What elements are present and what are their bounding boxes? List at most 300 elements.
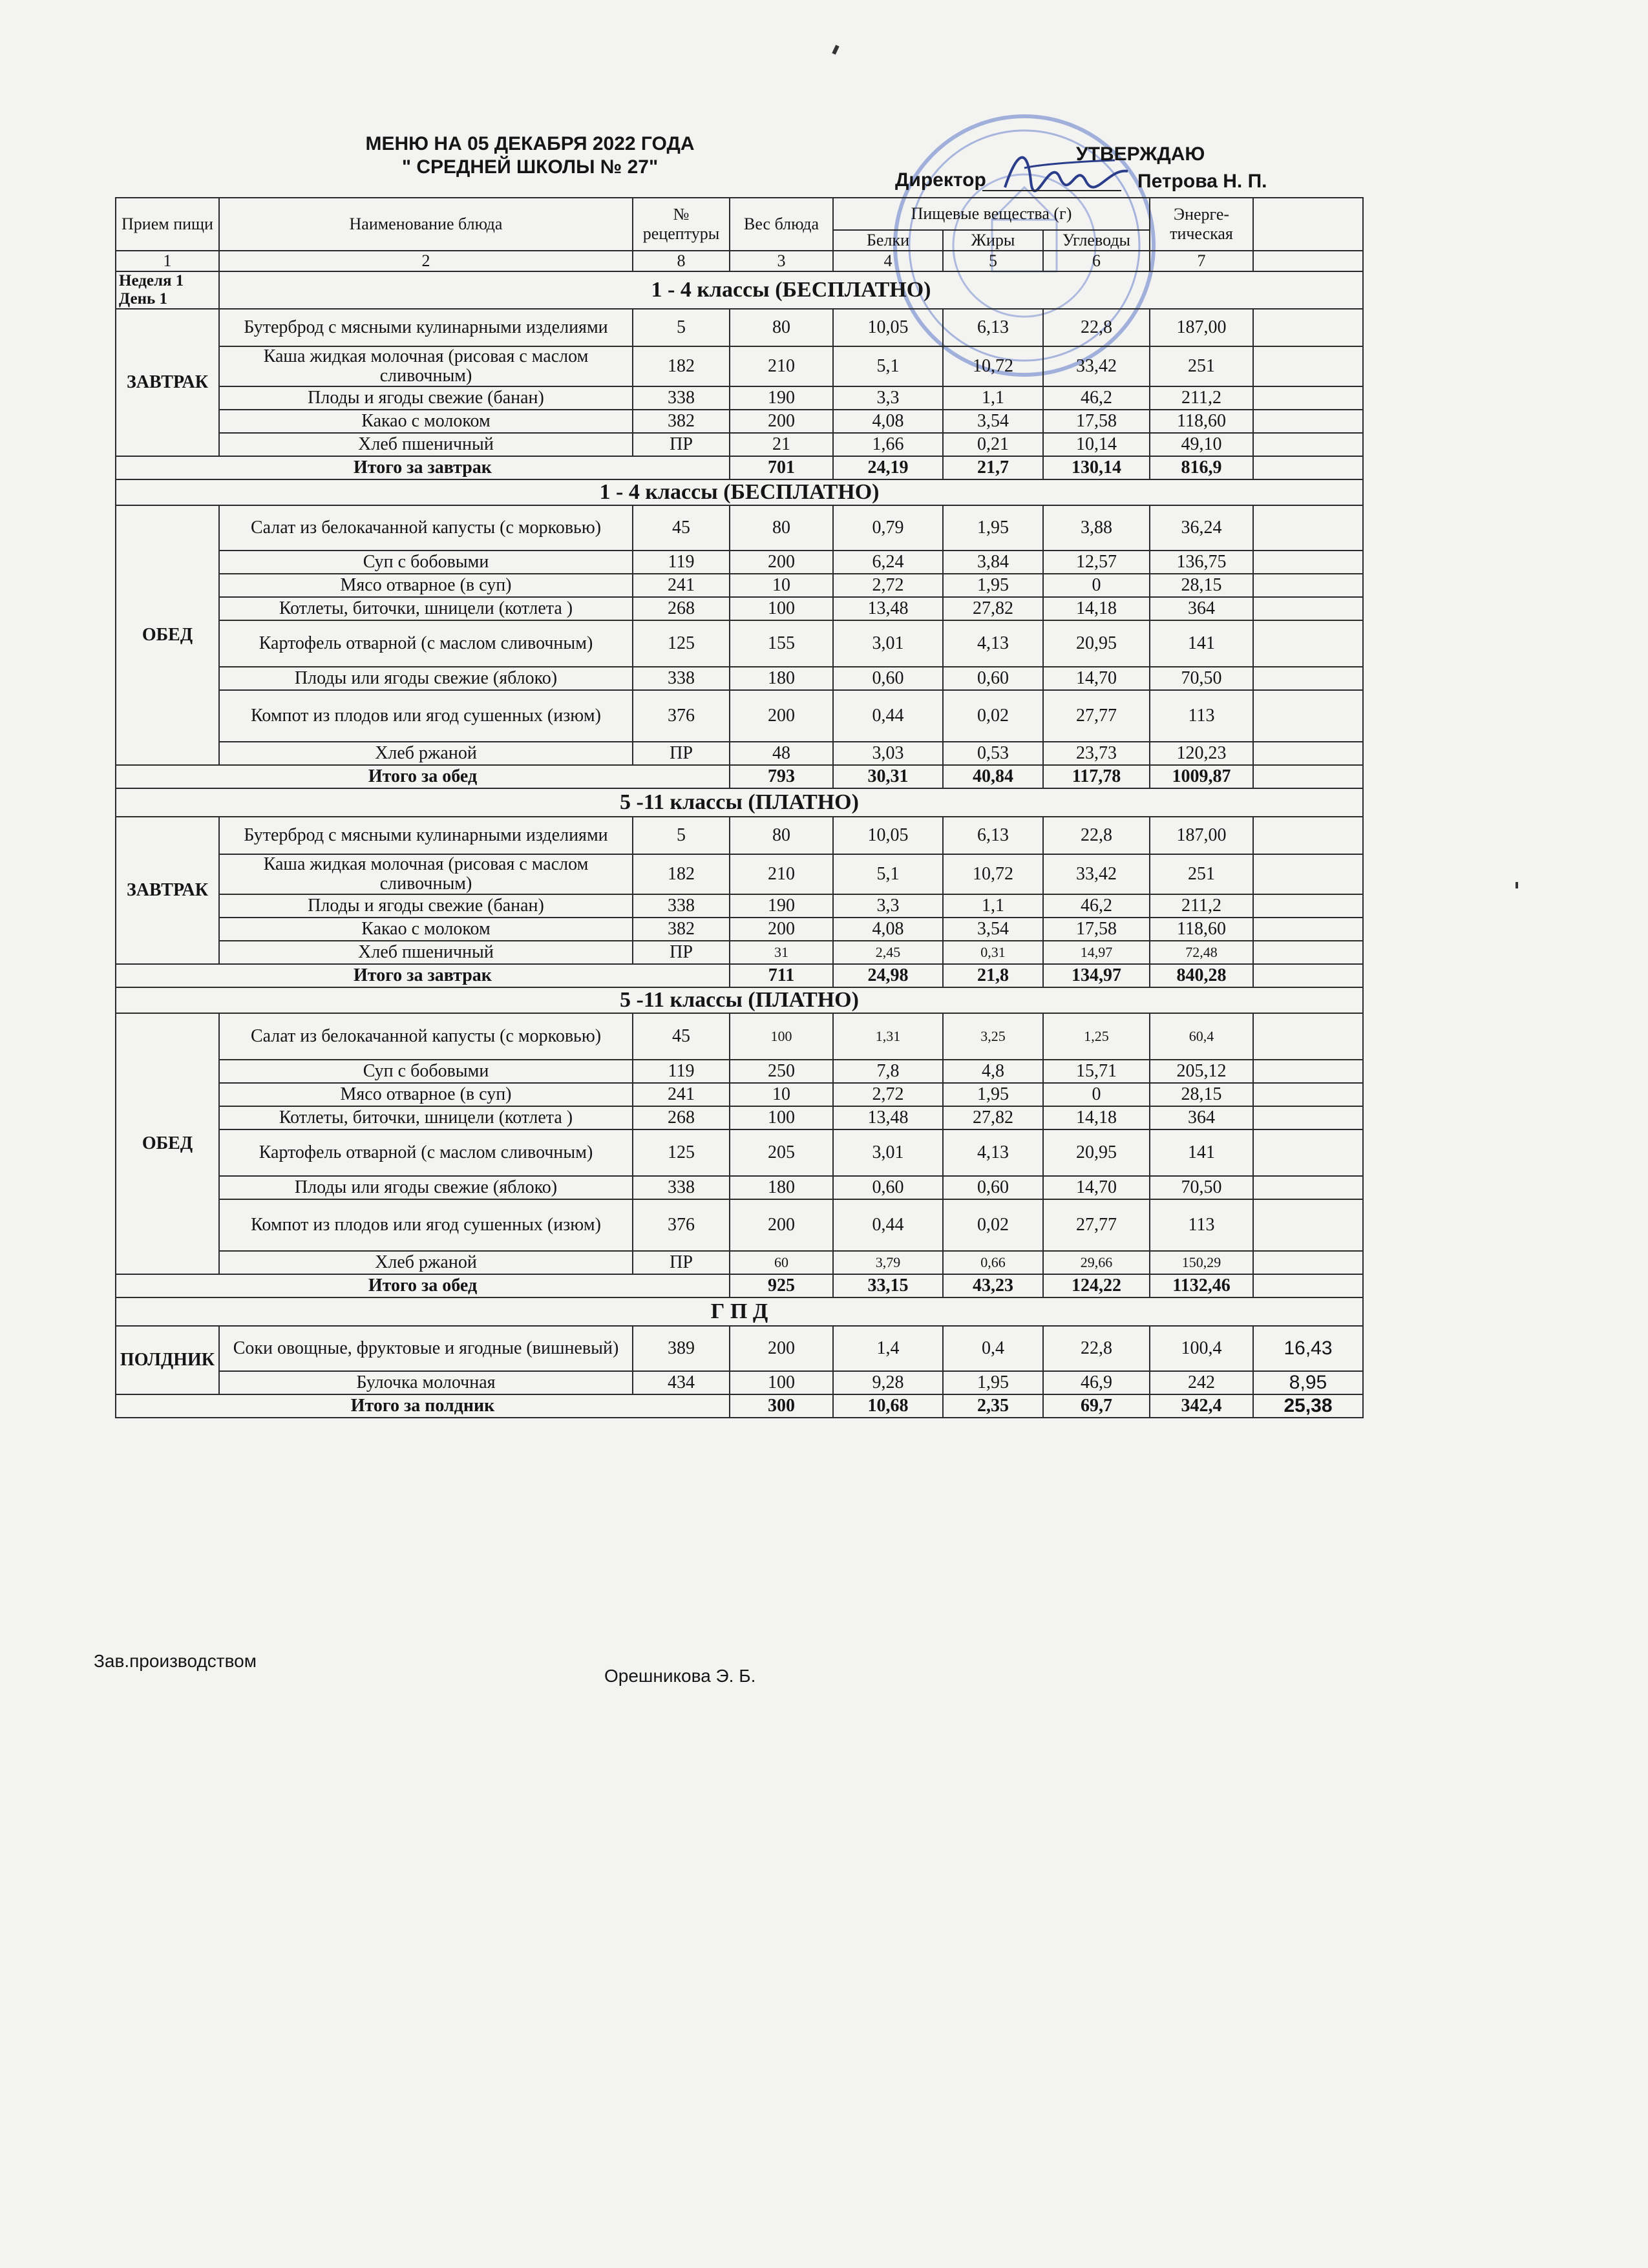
- section-header-row: [116, 271, 1363, 309]
- section-header-row: [116, 788, 1363, 817]
- fats-value: 0,60: [943, 1176, 1043, 1199]
- dish-name: Котлеты, биточки, шницели (котлета ): [219, 597, 633, 620]
- total-row: [116, 964, 1363, 987]
- total-weight: 701: [730, 456, 833, 479]
- carbs-value: 46,2: [1043, 386, 1150, 410]
- director-label: Директор: [895, 169, 986, 191]
- fats-value: 0,21: [943, 433, 1043, 456]
- total-label: Итого за обед: [116, 765, 730, 788]
- energy-value: 364: [1150, 597, 1253, 620]
- carbs-value: 23,73: [1043, 742, 1150, 765]
- table-row: [116, 1199, 1363, 1251]
- carbs-value: 27,77: [1043, 1199, 1150, 1251]
- recipe-number: 45: [633, 1013, 730, 1060]
- recipe-number: 338: [633, 1176, 730, 1199]
- week-label: Неделя 1: [119, 272, 184, 289]
- table-row: [116, 346, 1363, 386]
- proteins-value: 2,45: [833, 941, 943, 964]
- recipe-number: 382: [633, 918, 730, 941]
- dish-name: Какао с молоком: [219, 918, 633, 941]
- table-row: [116, 620, 1363, 667]
- total-energy: 816,9: [1150, 456, 1253, 479]
- total-label: Итого за обед: [116, 1274, 730, 1297]
- total-label: Итого за завтрак: [116, 964, 730, 987]
- menu-title: [271, 132, 788, 179]
- dish-name: Плоды и ягоды свежие (банан): [219, 894, 633, 918]
- meal-label: ОБЕД: [116, 505, 219, 765]
- energy-value: 150,29: [1150, 1251, 1253, 1274]
- proteins-value: 0,60: [833, 667, 943, 690]
- fats-value: 1,1: [943, 386, 1043, 410]
- dish-weight: 100: [730, 597, 833, 620]
- carbs-value: 20,95: [1043, 620, 1150, 667]
- total-carbs: 130,14: [1043, 456, 1150, 479]
- empty-cell: [1253, 386, 1363, 410]
- col-proteins-header: Белки: [833, 230, 943, 251]
- carbs-value: 0: [1043, 1083, 1150, 1106]
- energy-value: 141: [1150, 1129, 1253, 1176]
- empty-cell: [1253, 456, 1363, 479]
- fats-value: 0,60: [943, 667, 1043, 690]
- carbs-value: 20,95: [1043, 1129, 1150, 1176]
- menu-table: [115, 197, 1364, 1418]
- table-row: [116, 1083, 1363, 1106]
- table-row: [116, 386, 1363, 410]
- table-row: [116, 433, 1363, 456]
- total-label: Итого за полдник: [116, 1394, 730, 1418]
- table-row: [116, 690, 1363, 742]
- recipe-number: 119: [633, 551, 730, 574]
- fats-value: 3,25: [943, 1013, 1043, 1060]
- meal-label: ЗАВТРАК: [116, 309, 219, 456]
- proteins-value: 3,3: [833, 894, 943, 918]
- total-proteins: 24,98: [833, 964, 943, 987]
- proteins-value: 3,3: [833, 386, 943, 410]
- col-number: 7: [1150, 251, 1253, 271]
- proteins-value: 0,79: [833, 505, 943, 551]
- proteins-value: 1,31: [833, 1013, 943, 1060]
- dish-weight: 48: [730, 742, 833, 765]
- total-fats: 40,84: [943, 765, 1043, 788]
- energy-value: 28,15: [1150, 1083, 1253, 1106]
- energy-value: 60,4: [1150, 1013, 1253, 1060]
- energy-value: 118,60: [1150, 918, 1253, 941]
- table-row: [116, 574, 1363, 597]
- col-number: 3: [730, 251, 833, 271]
- col-number: 8: [633, 251, 730, 271]
- section-header-row: [116, 987, 1363, 1013]
- empty-cell: [1253, 690, 1363, 742]
- dish-name: Бутерброд с мясными кулинарными изделиями: [219, 817, 633, 854]
- proteins-value: 9,28: [833, 1371, 943, 1394]
- empty-cell: [1253, 894, 1363, 918]
- dish-weight: 200: [730, 918, 833, 941]
- carbs-value: 33,42: [1043, 854, 1150, 894]
- proteins-value: 0,44: [833, 1199, 943, 1251]
- carbs-value: 14,18: [1043, 597, 1150, 620]
- dish-weight: 80: [730, 817, 833, 854]
- energy-value: 113: [1150, 690, 1253, 742]
- fats-value: 0,31: [943, 941, 1043, 964]
- carbs-value: 3,88: [1043, 505, 1150, 551]
- dish-weight: 210: [730, 346, 833, 386]
- dish-weight: 200: [730, 410, 833, 433]
- manager-name: Орешникова Э. Б.: [604, 1666, 756, 1686]
- proteins-value: 10,05: [833, 817, 943, 854]
- fats-value: 0,4: [943, 1326, 1043, 1371]
- dish-name: Плоды или ягоды свежие (яблоко): [219, 1176, 633, 1199]
- proteins-value: 2,72: [833, 1083, 943, 1106]
- energy-value: 113: [1150, 1199, 1253, 1251]
- recipe-number: 241: [633, 1083, 730, 1106]
- dish-weight: 155: [730, 620, 833, 667]
- empty-cell: [1253, 1106, 1363, 1129]
- dish-weight: 31: [730, 941, 833, 964]
- director-name: Петрова Н. П.: [1137, 171, 1267, 192]
- table-row: [116, 551, 1363, 574]
- section-title: 5 -11 классы (ПЛАТНО): [116, 788, 1363, 817]
- dish-name: Соки овощные, фруктовые и ягодные (вишневый): [219, 1326, 633, 1371]
- dish-weight: 80: [730, 309, 833, 346]
- table-row: [116, 309, 1363, 346]
- dish-weight: 250: [730, 1060, 833, 1083]
- total-weight: 300: [730, 1394, 833, 1418]
- recipe-number: 382: [633, 410, 730, 433]
- col-extra-header: [1253, 198, 1363, 251]
- empty-cell: [1253, 918, 1363, 941]
- section-title: 1 - 4 классы (БЕСПЛАТНО): [116, 479, 1363, 505]
- total-fats: 2,35: [943, 1394, 1043, 1418]
- col-number: 1: [116, 251, 219, 271]
- dish-name: Какао с молоком: [219, 410, 633, 433]
- dish-name: Булочка молочная: [219, 1371, 633, 1394]
- dish-weight: 180: [730, 1176, 833, 1199]
- dish-weight: 190: [730, 894, 833, 918]
- day-label: День 1: [119, 290, 167, 308]
- extra-value: 16,43: [1253, 1326, 1363, 1371]
- scan-speck: [1516, 882, 1518, 888]
- empty-cell: [1253, 433, 1363, 456]
- energy-value: 364: [1150, 1106, 1253, 1129]
- proteins-value: 1,66: [833, 433, 943, 456]
- recipe-number: 376: [633, 1199, 730, 1251]
- energy-value: 187,00: [1150, 817, 1253, 854]
- dish-name: Хлеб ржаной: [219, 742, 633, 765]
- recipe-number: 119: [633, 1060, 730, 1083]
- empty-cell: [1253, 817, 1363, 854]
- table-row: [116, 817, 1363, 854]
- fats-value: 4,8: [943, 1060, 1043, 1083]
- proteins-value: 0,44: [833, 690, 943, 742]
- recipe-number: ПР: [633, 941, 730, 964]
- dish-name: Бутерброд с мясными кулинарными изделиями: [219, 309, 633, 346]
- empty-cell: [1253, 551, 1363, 574]
- dish-name: Мясо отварное (в суп): [219, 574, 633, 597]
- fats-value: 0,02: [943, 690, 1043, 742]
- table-row: [116, 597, 1363, 620]
- energy-value: 120,23: [1150, 742, 1253, 765]
- table-row: [116, 1060, 1363, 1083]
- energy-value: 70,50: [1150, 1176, 1253, 1199]
- total-row: [116, 765, 1363, 788]
- col-number: 2: [219, 251, 633, 271]
- recipe-number: 338: [633, 386, 730, 410]
- dish-name: Плоды и ягоды свежие (банан): [219, 386, 633, 410]
- table-row: [116, 742, 1363, 765]
- energy-value: 251: [1150, 854, 1253, 894]
- menu-title-line1: МЕНЮ НА 05 ДЕКАБРЯ 2022 ГОДА: [365, 133, 695, 154]
- empty-cell: [1253, 1274, 1363, 1297]
- dish-weight: 200: [730, 1326, 833, 1371]
- col-number: 6: [1043, 251, 1150, 271]
- total-row: [116, 1274, 1363, 1297]
- dish-weight: 21: [730, 433, 833, 456]
- carbs-value: 46,2: [1043, 894, 1150, 918]
- proteins-value: 5,1: [833, 854, 943, 894]
- empty-cell: [1253, 574, 1363, 597]
- fats-value: 27,82: [943, 597, 1043, 620]
- table-row: [116, 1251, 1363, 1274]
- empty-cell: [1253, 505, 1363, 551]
- total-label: Итого за завтрак: [116, 456, 730, 479]
- table-row: [116, 941, 1363, 964]
- scan-speck: [832, 45, 839, 54]
- energy-value: 100,4: [1150, 1326, 1253, 1371]
- empty-cell: [1253, 765, 1363, 788]
- energy-value: 211,2: [1150, 386, 1253, 410]
- proteins-value: 2,72: [833, 574, 943, 597]
- col-carbs-header: Углеводы: [1043, 230, 1150, 251]
- col-nutrients-header: Пищевые вещества (г): [833, 198, 1150, 230]
- dish-name: Компот из плодов или ягод сушенных (изюм): [219, 690, 633, 742]
- energy-value: 70,50: [1150, 667, 1253, 690]
- dish-weight: 200: [730, 690, 833, 742]
- recipe-number: 45: [633, 505, 730, 551]
- total-carbs: 134,97: [1043, 964, 1150, 987]
- fats-value: 6,13: [943, 817, 1043, 854]
- carbs-value: 17,58: [1043, 918, 1150, 941]
- total-energy: 1009,87: [1150, 765, 1253, 788]
- menu-title-line2: " СРЕДНЕЙ ШКОЛЫ № 27": [401, 156, 659, 178]
- total-weight: 793: [730, 765, 833, 788]
- section-header-row: [116, 1297, 1363, 1326]
- proteins-value: 4,08: [833, 410, 943, 433]
- dish-name: Картофель отварной (с маслом сливочным): [219, 1129, 633, 1176]
- meal-label: ЗАВТРАК: [116, 817, 219, 964]
- carbs-value: 14,70: [1043, 667, 1150, 690]
- recipe-number: 376: [633, 690, 730, 742]
- energy-value: 49,10: [1150, 433, 1253, 456]
- dish-name: Хлеб ржаной: [219, 1251, 633, 1274]
- energy-value: 251: [1150, 346, 1253, 386]
- energy-value: 118,60: [1150, 410, 1253, 433]
- recipe-number: 182: [633, 854, 730, 894]
- dish-weight: 210: [730, 854, 833, 894]
- energy-value: 211,2: [1150, 894, 1253, 918]
- total-fats: 21,8: [943, 964, 1043, 987]
- recipe-number: 389: [633, 1326, 730, 1371]
- table-row: [116, 1326, 1363, 1371]
- carbs-value: 22,8: [1043, 309, 1150, 346]
- approve-label: УТВЕРЖДАЮ: [1076, 143, 1205, 165]
- table-row: [116, 894, 1363, 918]
- total-proteins: 24,19: [833, 456, 943, 479]
- proteins-value: 4,08: [833, 918, 943, 941]
- extra-value: 8,95: [1253, 1371, 1363, 1394]
- table-row: [116, 854, 1363, 894]
- table-row: [116, 1129, 1363, 1176]
- recipe-number: 338: [633, 894, 730, 918]
- fats-value: 1,1: [943, 894, 1043, 918]
- proteins-value: 3,01: [833, 1129, 943, 1176]
- section-header-row: [116, 479, 1363, 505]
- proteins-value: 10,05: [833, 309, 943, 346]
- proteins-value: 3,03: [833, 742, 943, 765]
- empty-cell: [1253, 1176, 1363, 1199]
- empty-cell: [1253, 742, 1363, 765]
- proteins-value: 5,1: [833, 346, 943, 386]
- dish-weight: 190: [730, 386, 833, 410]
- proteins-value: 7,8: [833, 1060, 943, 1083]
- proteins-value: 0,60: [833, 1176, 943, 1199]
- empty-cell: [1253, 346, 1363, 386]
- empty-cell: [1253, 854, 1363, 894]
- col-number: 4: [833, 251, 943, 271]
- fats-value: 6,13: [943, 309, 1043, 346]
- energy-value: 242: [1150, 1371, 1253, 1394]
- col-weight-header: Вес блюда: [730, 198, 833, 251]
- dish-name: Салат из белокачанной капусты (с морковью): [219, 505, 633, 551]
- total-extra: 25,38: [1253, 1394, 1363, 1418]
- proteins-value: 6,24: [833, 551, 943, 574]
- table-row: [116, 410, 1363, 433]
- proteins-value: 13,48: [833, 1106, 943, 1129]
- fats-value: 4,13: [943, 620, 1043, 667]
- fats-value: 1,95: [943, 1371, 1043, 1394]
- carbs-value: 29,66: [1043, 1251, 1150, 1274]
- energy-value: 205,12: [1150, 1060, 1253, 1083]
- recipe-number: 268: [633, 597, 730, 620]
- empty-cell: [1253, 1199, 1363, 1251]
- recipe-number: 5: [633, 309, 730, 346]
- dish-weight: 80: [730, 505, 833, 551]
- recipe-number: 268: [633, 1106, 730, 1129]
- proteins-value: 3,79: [833, 1251, 943, 1274]
- table-row: [116, 1106, 1363, 1129]
- table-row: [116, 667, 1363, 690]
- production-label: Зав.производством: [94, 1651, 257, 1671]
- table-row: [116, 505, 1363, 551]
- fats-value: 3,54: [943, 410, 1043, 433]
- recipe-number: 434: [633, 1371, 730, 1394]
- fats-value: 1,95: [943, 1083, 1043, 1106]
- recipe-number: 241: [633, 574, 730, 597]
- energy-value: 187,00: [1150, 309, 1253, 346]
- recipe-number: ПР: [633, 433, 730, 456]
- proteins-value: 1,4: [833, 1326, 943, 1371]
- table-row: [116, 1176, 1363, 1199]
- total-proteins: 30,31: [833, 765, 943, 788]
- week-day-label: [116, 271, 219, 309]
- carbs-value: 27,77: [1043, 690, 1150, 742]
- energy-value: 141: [1150, 620, 1253, 667]
- col-number-empty: [1253, 251, 1363, 271]
- header-row: [116, 198, 1363, 230]
- meal-label: ОБЕД: [116, 1013, 219, 1274]
- dish-name: Мясо отварное (в суп): [219, 1083, 633, 1106]
- fats-value: 4,13: [943, 1129, 1043, 1176]
- fats-value: 1,95: [943, 505, 1043, 551]
- recipe-number: ПР: [633, 742, 730, 765]
- energy-value: 28,15: [1150, 574, 1253, 597]
- dish-name: Котлеты, биточки, шницели (котлета ): [219, 1106, 633, 1129]
- dish-name: Суп с бобовыми: [219, 1060, 633, 1083]
- table-row: [116, 1013, 1363, 1060]
- total-proteins: 33,15: [833, 1274, 943, 1297]
- empty-cell: [1253, 620, 1363, 667]
- empty-cell: [1253, 309, 1363, 346]
- total-fats: 21,7: [943, 456, 1043, 479]
- total-row: [116, 1394, 1363, 1418]
- recipe-number: ПР: [633, 1251, 730, 1274]
- fats-value: 10,72: [943, 346, 1043, 386]
- dish-weight: 100: [730, 1371, 833, 1394]
- empty-cell: [1253, 964, 1363, 987]
- empty-cell: [1253, 597, 1363, 620]
- total-carbs: 124,22: [1043, 1274, 1150, 1297]
- dish-name: Салат из белокачанной капусты (с морковью): [219, 1013, 633, 1060]
- carbs-value: 14,70: [1043, 1176, 1150, 1199]
- dish-name: Компот из плодов или ягод сушенных (изюм): [219, 1199, 633, 1251]
- total-energy: 1132,46: [1150, 1274, 1253, 1297]
- recipe-number: 338: [633, 667, 730, 690]
- recipe-number: 125: [633, 1129, 730, 1176]
- dish-weight: 10: [730, 1083, 833, 1106]
- fats-value: 0,02: [943, 1199, 1043, 1251]
- col-recipe-header: № рецептуры: [633, 198, 730, 251]
- table-row: [116, 918, 1363, 941]
- total-weight: 925: [730, 1274, 833, 1297]
- meal-label: ПОЛДНИК: [116, 1326, 219, 1394]
- col-fats-header: Жиры: [943, 230, 1043, 251]
- energy-value: 72,48: [1150, 941, 1253, 964]
- signature-line: [982, 190, 1121, 191]
- carbs-value: 10,14: [1043, 433, 1150, 456]
- dish-weight: 10: [730, 574, 833, 597]
- dish-name: Картофель отварной (с маслом сливочным): [219, 620, 633, 667]
- carbs-value: 46,9: [1043, 1371, 1150, 1394]
- proteins-value: 13,48: [833, 597, 943, 620]
- dish-weight: 100: [730, 1106, 833, 1129]
- total-proteins: 10,68: [833, 1394, 943, 1418]
- empty-cell: [1253, 1013, 1363, 1060]
- carbs-value: 1,25: [1043, 1013, 1150, 1060]
- table-row: [116, 1371, 1363, 1394]
- recipe-number: 5: [633, 817, 730, 854]
- dish-weight: 100: [730, 1013, 833, 1060]
- fats-value: 10,72: [943, 854, 1043, 894]
- carbs-value: 14,97: [1043, 941, 1150, 964]
- proteins-value: 3,01: [833, 620, 943, 667]
- empty-cell: [1253, 1060, 1363, 1083]
- fats-value: 27,82: [943, 1106, 1043, 1129]
- total-energy: 342,4: [1150, 1394, 1253, 1418]
- total-carbs: 117,78: [1043, 765, 1150, 788]
- energy-value: 136,75: [1150, 551, 1253, 574]
- dish-name: Хлеб пшеничный: [219, 941, 633, 964]
- dish-name: Суп с бобовыми: [219, 551, 633, 574]
- section-title: 5 -11 классы (ПЛАТНО): [116, 987, 1363, 1013]
